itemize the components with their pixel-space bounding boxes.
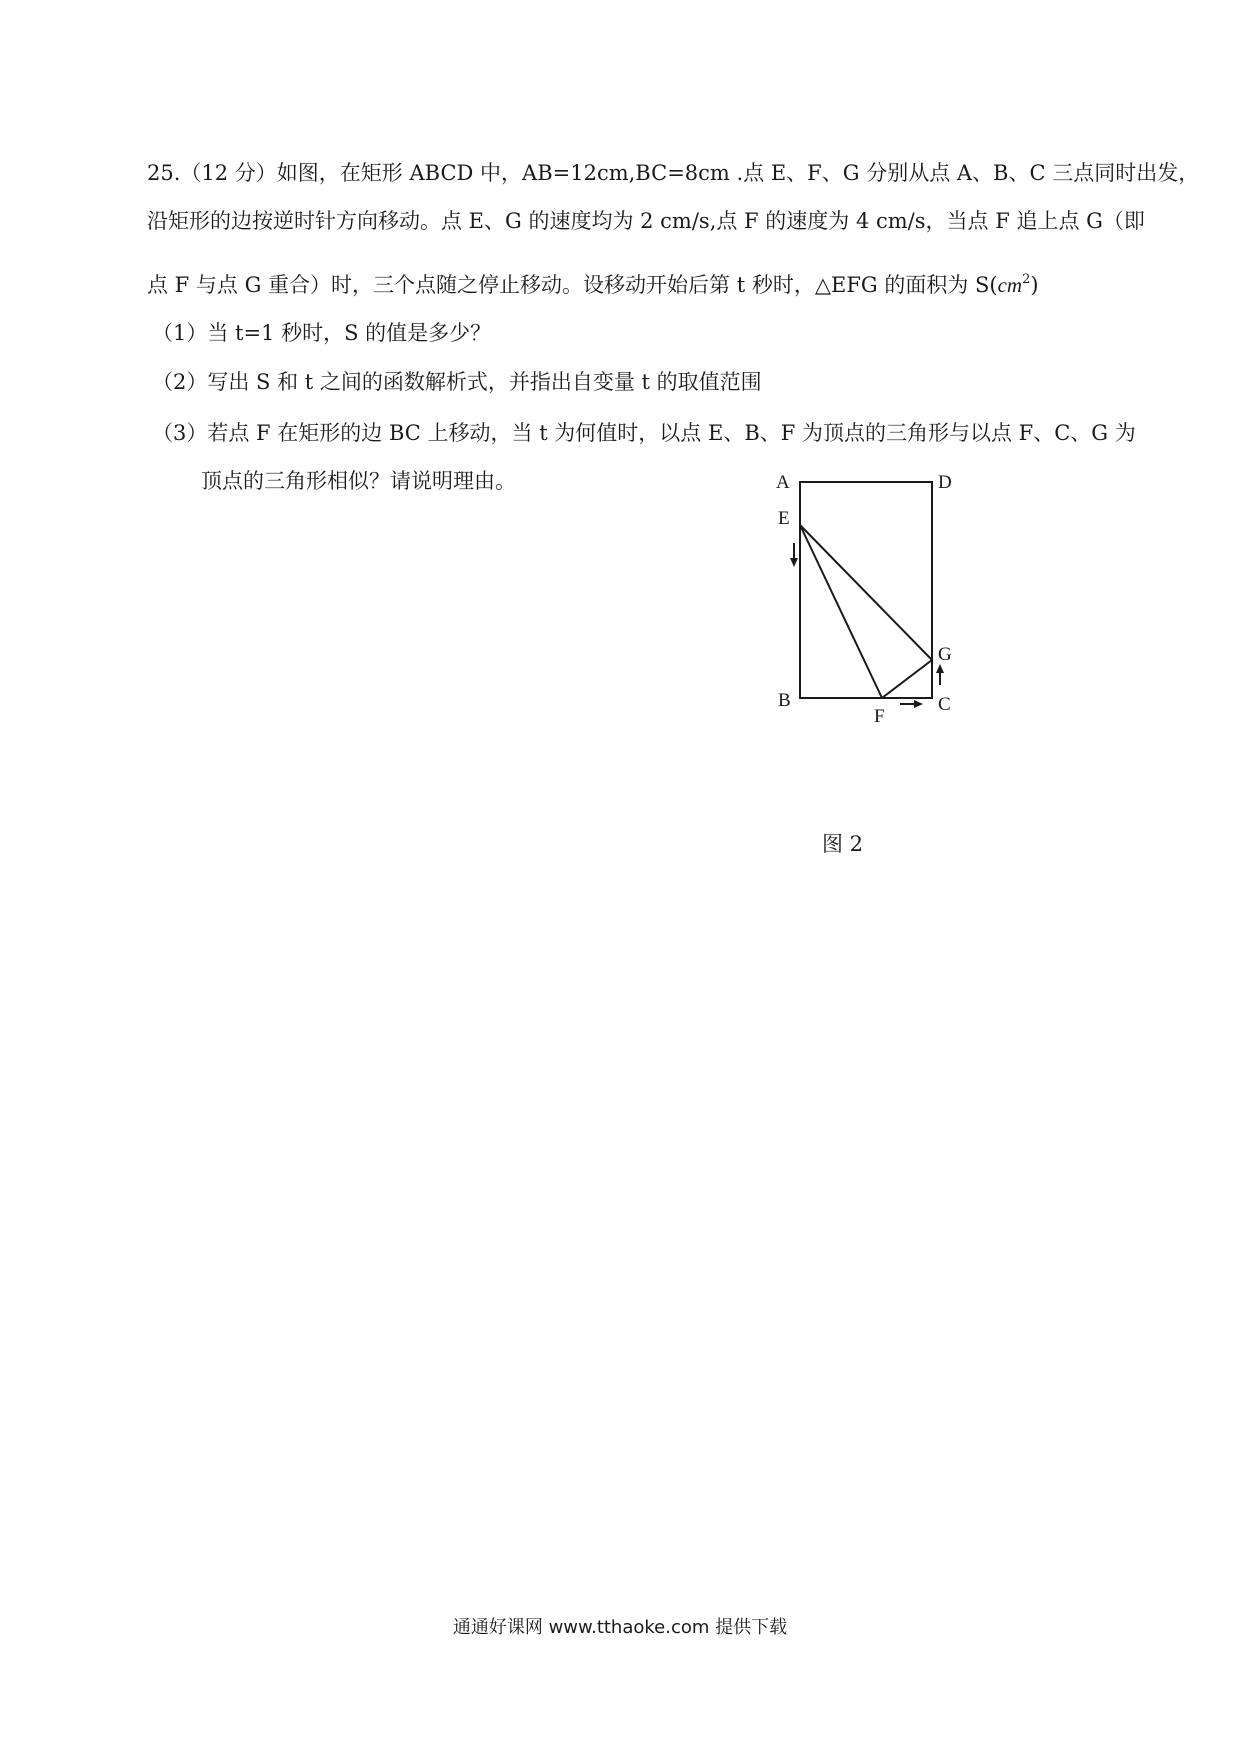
question-1: （1）当 t=1 秒时，S 的值是多少？ — [152, 321, 492, 345]
problem-line-3-close: ) — [1030, 273, 1039, 297]
label-f: F — [874, 706, 885, 727]
segment-fg — [882, 660, 932, 698]
arrow-down-icon — [790, 543, 798, 567]
area-unit-exponent: 2 — [1022, 272, 1031, 287]
problem-line-3-text: 点 F 与点 G 重合）时，三个点随之停止移动。设移动开始后第 t 秒时，△EFG 的面积为 S( — [147, 273, 998, 297]
question-3-line-1: （3）若点 F 在矩形的边 BC 上移动，当 t 为何值时，以点 E、B、F 为顶点的三角形与以点 F、C、G 为 — [152, 421, 1136, 445]
problem-line-1: 25.（12 分）如图，在矩形 ABCD 中，AB=12cm,BC=8cm .点 E、F、G 分别从点 A、B、C 三点同时出发， — [147, 161, 1200, 185]
label-g: G — [938, 644, 952, 665]
question-2: （2）写出 S 和 t 之间的函数解析式，并指出自变量 t 的取值范围 — [152, 370, 762, 394]
label-e: E — [778, 508, 790, 529]
rectangle-figure — [770, 470, 980, 740]
label-d: D — [938, 472, 952, 493]
label-c: C — [938, 694, 951, 715]
segment-eg — [800, 525, 932, 660]
figure-caption: 图 2 — [822, 832, 864, 856]
arrow-up-icon — [936, 664, 944, 685]
footer: 通通好课网 www.tthaoke.com 提供下载 — [452, 1617, 788, 1638]
problem-line-3 — [147, 265, 1039, 300]
arrow-right-icon — [900, 700, 923, 708]
segment-ef — [800, 525, 882, 698]
area-unit: cm — [997, 273, 1023, 297]
label-a: A — [776, 472, 790, 493]
question-3-line-2: 顶点的三角形相似？请说明理由。 — [201, 469, 516, 493]
problem-line-2: 沿矩形的边按逆时针方向移动。点 E、G 的速度均为 2 cm/s,点 F 的速度为 4 cm/s，当点 F 追上点 G（即 — [147, 209, 1145, 233]
label-b: B — [778, 690, 791, 711]
